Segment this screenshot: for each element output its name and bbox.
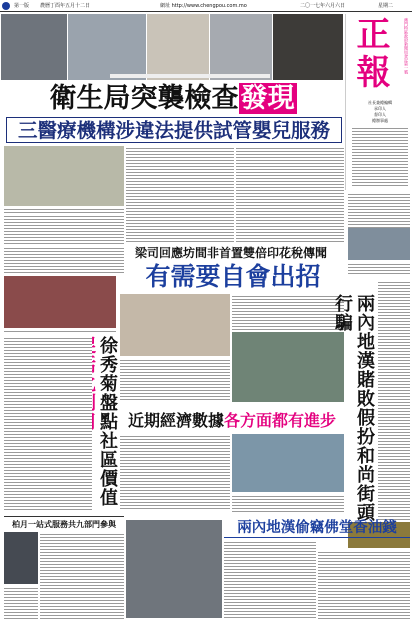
liang-kicker: 梁司回應坊間非首置雙倍印花稅傳聞 — [134, 246, 327, 260]
group-photo-caption — [4, 329, 116, 334]
masthead-title: 正報 — [350, 16, 390, 92]
top-photo-1 — [1, 14, 67, 80]
police-photo — [126, 520, 222, 618]
info-line: 社長兼總編輯 — [368, 100, 392, 105]
info-line: 承印人 — [374, 106, 386, 111]
masthead-details — [352, 126, 408, 186]
xu-vertical-title — [94, 336, 118, 512]
portrait-photo — [4, 532, 38, 584]
info-line: 督印人 — [374, 112, 386, 117]
weekday: 星期二 — [378, 3, 394, 9]
lunar-date: 農曆丁酉年五月十二日 — [40, 3, 91, 9]
economy-title-red: 各方面都有進步 — [224, 411, 337, 430]
sidebar-text-1 — [348, 192, 410, 228]
main-story-body-3 — [236, 146, 344, 244]
masthead — [345, 14, 411, 190]
economy-title-black: 近期經濟數據 — [127, 411, 224, 430]
liang-body-2 — [120, 358, 230, 402]
top-photo-5 — [273, 14, 343, 80]
bottom-left-body — [40, 532, 124, 620]
economy-photo — [232, 434, 344, 492]
economy-body-2 — [232, 494, 344, 512]
sidebar-photo-1 — [348, 228, 410, 260]
press-conference-photo — [4, 146, 124, 206]
date: 二〇一七年六月六日 — [300, 3, 346, 9]
liang-photo — [120, 294, 230, 356]
economy-body-1 — [120, 434, 230, 510]
bottom-body-1 — [224, 540, 316, 620]
economy-title — [120, 410, 344, 432]
city-photo — [232, 332, 344, 402]
bottom-left-body-2 — [4, 586, 38, 620]
page-label: 第一版 — [14, 3, 30, 9]
right-vertical-title: 兩內地漢賭敗假扮和尚街頭行騙 — [332, 294, 375, 522]
logo-icon — [2, 2, 10, 10]
top-photo-caption — [110, 74, 270, 78]
main-story-body-1 — [4, 214, 124, 244]
top-photo-2 — [68, 14, 146, 80]
bottom-title: 兩內地漢偷竊佛堂香油錢 — [224, 518, 410, 538]
left-story-body — [4, 246, 124, 274]
main-subtitle: 三醫療機構涉違法提供試管嬰兒服務 — [6, 117, 342, 143]
masthead-side-text: 澳門特區政府新聞局登記第一號 — [404, 18, 409, 74]
bottom-body-2 — [318, 550, 410, 620]
top-photo-3 — [147, 14, 209, 80]
xu-body — [4, 336, 92, 512]
main-headline-red: 發現 — [240, 83, 295, 114]
xu-title-1: 徐秀菊 — [97, 336, 118, 393]
group-photo — [4, 276, 116, 328]
bottom-left-title: 柏月一站式服務共九部門參與 — [4, 516, 124, 530]
header-strip — [0, 0, 412, 12]
top-photo-4 — [210, 14, 272, 80]
masthead-info — [352, 100, 408, 124]
liang-body-1 — [232, 294, 344, 330]
sidebar-text-2 — [348, 262, 410, 276]
liang-title: 有需要自會出招 — [145, 262, 321, 291]
main-story-body-2 — [126, 146, 234, 244]
info-line: 總辦事處 — [372, 118, 388, 123]
main-headline-black: 衛生局突襲檢查 — [49, 83, 239, 114]
right-vertical-body — [378, 280, 410, 520]
main-headline — [2, 82, 344, 116]
website: 網址 http://www.chengpou.com.mo — [160, 3, 247, 9]
photo-caption — [4, 207, 124, 213]
xu-title-2: 盤點社區價值 — [97, 393, 118, 507]
